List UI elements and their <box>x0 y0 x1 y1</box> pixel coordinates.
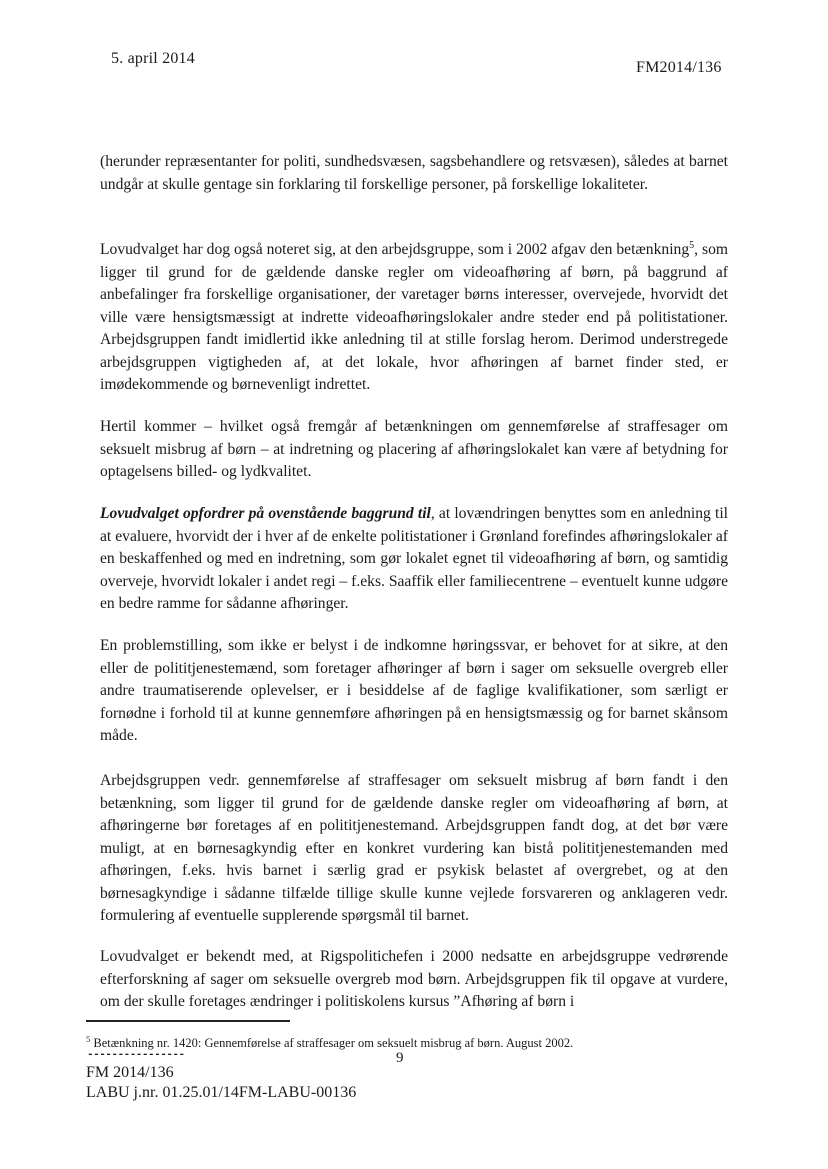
header-date: 5. april 2014 <box>111 50 195 67</box>
paragraph-text: Arbejdsgruppen vedr. gennemførelse af straffesager om seksuelt misbrug af børn fandt i den betænkning, som ligger til grund for de gældende danske regler om videoafhøring af børn, at afhøringerne bør foretages af en polititjenestemand. Arbejdsgruppen fandt dog, at det bør være muligt, at en børnesagkyndig efter en konkret vurdering kan bistå polititjenestemanden med afhøringen, f.eks. hvis barnet i særlig grad er psykisk belastet af overgrebet, og at den børnesagkyndige i sådanne tilfælde tillige skulle kunne vejlede forsvareren og anklageren vedr. formulering af eventuelle supplerende spørgsmål til barnet. <box>100 772 728 924</box>
header-doc-id: FM2014/136 <box>636 59 722 76</box>
footnote-divider <box>86 1020 290 1022</box>
paragraph-lead-in: Lovudvalget opfordrer på ovenstående baggrund til <box>100 505 431 522</box>
paragraph-6 <box>100 770 728 928</box>
paragraph-7 <box>100 946 728 1014</box>
footer-separator: ---------------- <box>87 1049 185 1061</box>
page-number: 9 <box>396 1050 404 1066</box>
footer-journal-number: LABU j.nr. 01.25.01/14FM-LABU-00136 <box>86 1084 357 1101</box>
paragraph-text: , som ligger til grund for de gældende danske regler om videoafhøring af børn, på baggrund af anbefalinger fra forskellige organisationer, der varetager børns interesser, overvejede, hvorvidt det ville være hensigtsmæssigt at indrette videoafhøringslokaler andre steder end på politistationer. Arbejdsgruppen fandt imidlertid ikke anledning til at stille forslag herom. Derimod understregede arbejdsgruppen vigtigheden af, at det lokale, hvor afhøringen af barnet finder sted, er imødekommende og børnevenligt indrettet. <box>100 241 729 393</box>
footer-doc-ref: FM 2014/136 <box>86 1064 174 1081</box>
paragraph-text: En problemstilling, som ikke er belyst i de indkomne høringssvar, er behovet for at sikre, at den eller de polititjenestemænd, som foretager afhøringer af børn i sager om seksuelle overgreb eller andre traumatiserende oplevelser, er i besiddelse af de faglige kvalifikationer, som særligt er fornødne i forhold til at kunne gennemføre afhøringen på en hensigtsmæssig og for barnet skånsom måde. <box>100 637 728 744</box>
paragraph-text: Hertil kommer – hvilket også fremgår af betænkningen om gennemførelse af straffesager om seksuelt misbrug af børn – at indretning og placering af afhøringslokalet kan være af betydning for optagelsens billed- og lydkvalitet. <box>100 418 728 480</box>
footnote-text: Betænkning nr. 1420: Gennemførelse af straffesager om seksuelt misbrug af børn. August 2002. <box>93 1036 574 1050</box>
paragraph-text: Lovudvalget har dog også noteret sig, at den arbejdsgruppe, som i 2002 afgav den betænkning <box>100 241 690 258</box>
paragraph-5 <box>100 635 728 748</box>
paragraph-2 <box>100 239 728 397</box>
paragraph-text: (herunder repræsentanter for politi, sundhedsvæsen, sagsbehandlere og retsvæsen), således at barnet undgår at skulle gentage sin forklaring til forskellige personer, på forskellige lokaliteter. <box>100 153 728 193</box>
paragraph-4 <box>100 503 728 616</box>
footnote-reference[interactable]: 5 <box>689 239 695 251</box>
paragraph-1 <box>100 151 728 196</box>
paragraph-3 <box>100 416 728 484</box>
paragraph-text: , at lovændringen benyttes som en anledning til at evaluere, hvorvidt der i hver af de enkelte politistationer i Grønland forefindes afhøringslokaler af en beskaffenhed og med en indretning, som gør lokalet egnet til videoafhøring af børn, og samtidig overveje, hvorvidt lokaler i andet regi – f.eks. Saaffik eller familiecentrene – eventuelt kunne udgøre en bedre ramme for sådanne afhøringer. <box>100 505 728 612</box>
footnote-number: 5 <box>86 1033 91 1044</box>
paragraph-text: Lovudvalget er bekendt med, at Rigspolitichefen i 2000 nedsatte en arbejdsgruppe vedrørende efterforskning af sager om seksuelle overgreb mod børn. Arbejdsgruppen fik til opgave at vurdere, om der skulle foretages ændringer i politiskolens kursus ”Afhøring af børn i <box>100 948 728 1010</box>
